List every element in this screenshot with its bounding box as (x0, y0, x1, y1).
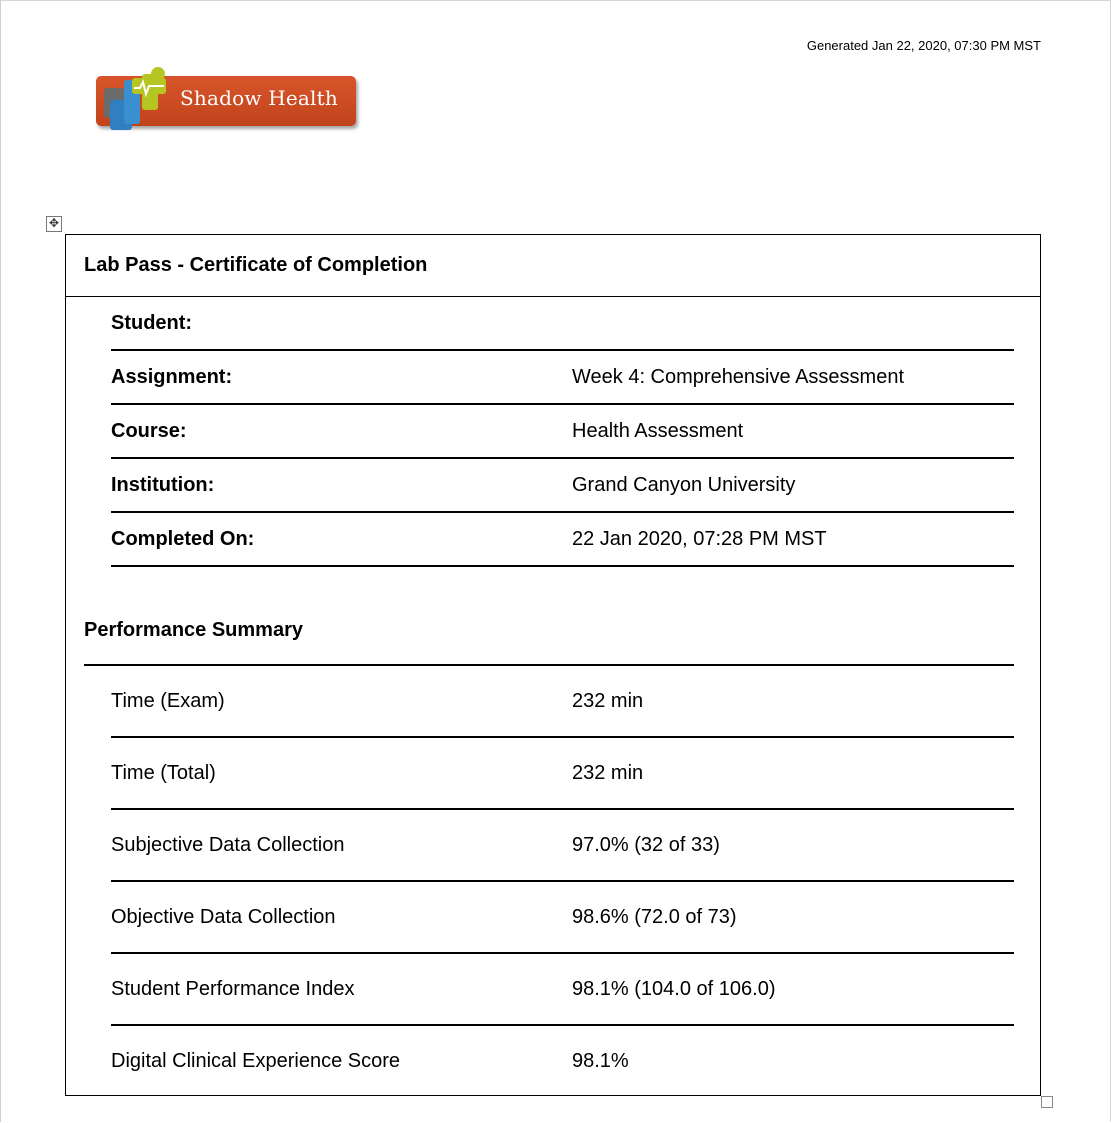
perf-row-performance-index (111, 954, 1014, 1026)
certificate-header (66, 235, 1040, 297)
logo-figure-icon (102, 66, 172, 134)
perf-value: 97.0% (32 of 33) (572, 833, 720, 856)
info-table (111, 297, 1014, 567)
info-label: Student: (111, 311, 193, 334)
perf-value: 98.6% (72.0 of 73) (572, 905, 737, 928)
perf-row-subjective (111, 810, 1014, 882)
perf-value: 98.1% (572, 1049, 629, 1072)
performance-summary-title: Performance Summary (84, 619, 303, 641)
info-value: Health Assessment (572, 419, 744, 442)
logo-text: Shadow Health (180, 86, 338, 110)
info-row-completed-on (111, 513, 1014, 567)
perf-label: Objective Data Collection (111, 905, 336, 928)
perf-row-dce-score (111, 1026, 1014, 1090)
generated-timestamp: Generated Jan 22, 2020, 07:30 PM MST (806, 38, 1041, 53)
info-row-assignment (111, 351, 1014, 405)
info-label: Course: (111, 419, 187, 442)
table-resize-handle[interactable] (1041, 1096, 1053, 1108)
info-row-institution (111, 459, 1014, 513)
performance-table (111, 666, 1014, 1090)
perf-value: 232 min (572, 689, 644, 712)
info-label: Institution: (111, 473, 215, 496)
perf-label: Time (Total) (111, 761, 216, 784)
info-row-course (111, 405, 1014, 459)
certificate-box (65, 234, 1041, 1096)
perf-label: Subjective Data Collection (111, 833, 345, 856)
info-value: Grand Canyon University (572, 473, 796, 496)
perf-row-objective (111, 882, 1014, 954)
perf-row-time-total (111, 738, 1014, 810)
info-row-student (111, 297, 1014, 351)
info-value: 22 Jan 2020, 07:28 PM MST (572, 527, 827, 550)
shadow-health-logo (96, 66, 358, 134)
info-value: Week 4: Comprehensive Assessment (572, 365, 905, 388)
perf-value: 232 min (572, 761, 644, 784)
certificate-title: Lab Pass - Certificate of Completion (84, 254, 428, 276)
perf-value: 98.1% (104.0 of 106.0) (572, 977, 776, 1000)
info-label: Completed On: (111, 527, 255, 550)
table-move-icon[interactable]: ✥ (46, 216, 62, 232)
perf-label: Time (Exam) (111, 689, 225, 712)
perf-row-time-exam (111, 666, 1014, 738)
info-label: Assignment: (111, 365, 233, 388)
perf-label: Digital Clinical Experience Score (111, 1049, 401, 1072)
perf-label: Student Performance Index (111, 977, 355, 1000)
